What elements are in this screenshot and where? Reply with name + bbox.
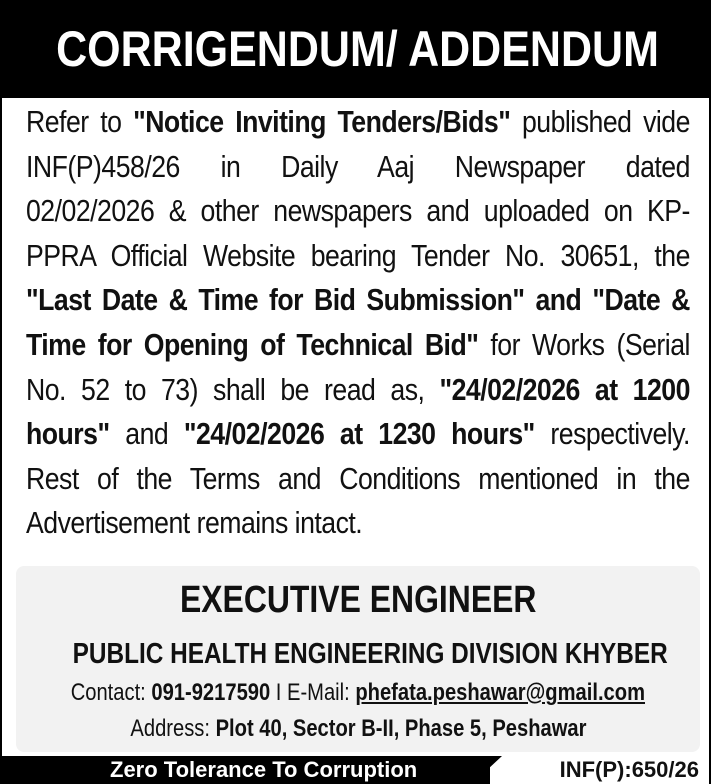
body-line-1 (26, 100, 690, 145)
body-bold-segment: hours" (26, 416, 110, 452)
division-name (16, 636, 700, 672)
body-line-3 (26, 189, 690, 234)
page-title: CORRIGENDUM/ ADDENDUM (56, 21, 659, 77)
footer-diagonal (472, 756, 502, 784)
body-line-6 (26, 323, 690, 368)
body-text-segment: Rest of the Terms and Conditions mentioned in the (26, 460, 690, 496)
body-text-segment: and (109, 416, 184, 452)
contact-line (16, 678, 700, 708)
body-line-4 (26, 234, 690, 279)
email-label: I E-Mail: (270, 679, 356, 706)
body-text-segment: PPRA Official Website bearing Tender No. 30651, the (26, 237, 690, 273)
body-line-5 (26, 278, 690, 323)
body-bold-segment: "24/02/2026 at 1200 (439, 371, 690, 407)
address-label: Address: (129, 715, 216, 742)
division-name-text: PUBLIC HEALTH ENGINEERING DIVISION KHYBER (72, 638, 668, 670)
body-line-10 (26, 501, 690, 546)
body-line-2 (26, 145, 690, 190)
signatory-title-text: EXECUTIVE ENGINEER (179, 579, 537, 621)
header-banner (2, 0, 711, 98)
body-line-9 (26, 457, 690, 502)
body-text-segment: No. 52 to 73) shall be read as, (26, 371, 440, 407)
advert-code: INF(P):650/26 (559, 757, 699, 782)
body-bold-segment: "Last Date & Time for Bid Submission" and "Date & (26, 282, 690, 318)
body-text-segment: respectively. (534, 416, 690, 452)
body-line-7 (26, 368, 690, 413)
body-text-segment: for Works (Serial (478, 326, 690, 362)
signature-block (16, 566, 700, 752)
notice-body (26, 100, 690, 546)
footer-bar (2, 756, 711, 784)
signatory-title (16, 578, 700, 622)
contact-label: Contact: (70, 679, 152, 706)
body-text-segment: INF(P)458/26 in Daily Aaj Newspaper dated (26, 148, 690, 184)
body-line-8 (26, 412, 690, 457)
contact-phone: 091-9217590 (151, 679, 271, 706)
body-text-segment: 02/02/2026 & other newspapers and uploaded on KP- (26, 193, 690, 229)
body-text-segment: Refer to (26, 104, 134, 139)
body-text-segment: Advertisement remains intact. (26, 505, 363, 541)
address-value: Plot 40, Sector B-II, Phase 5, Peshawar (215, 715, 587, 742)
body-bold-segment: "24/02/2026 at 1230 hours" (183, 416, 535, 452)
body-bold-segment: Time for Opening of Technical Bid" (26, 326, 479, 362)
address-line (16, 714, 700, 744)
body-text-segment: published vide (510, 104, 690, 139)
footer-slogan: Zero Tolerance To Corruption (110, 757, 418, 782)
email-link[interactable]: phefata.peshawar@gmail.com (355, 679, 646, 706)
body-bold-segment: "Notice Inviting Tenders/Bids" (133, 104, 511, 139)
